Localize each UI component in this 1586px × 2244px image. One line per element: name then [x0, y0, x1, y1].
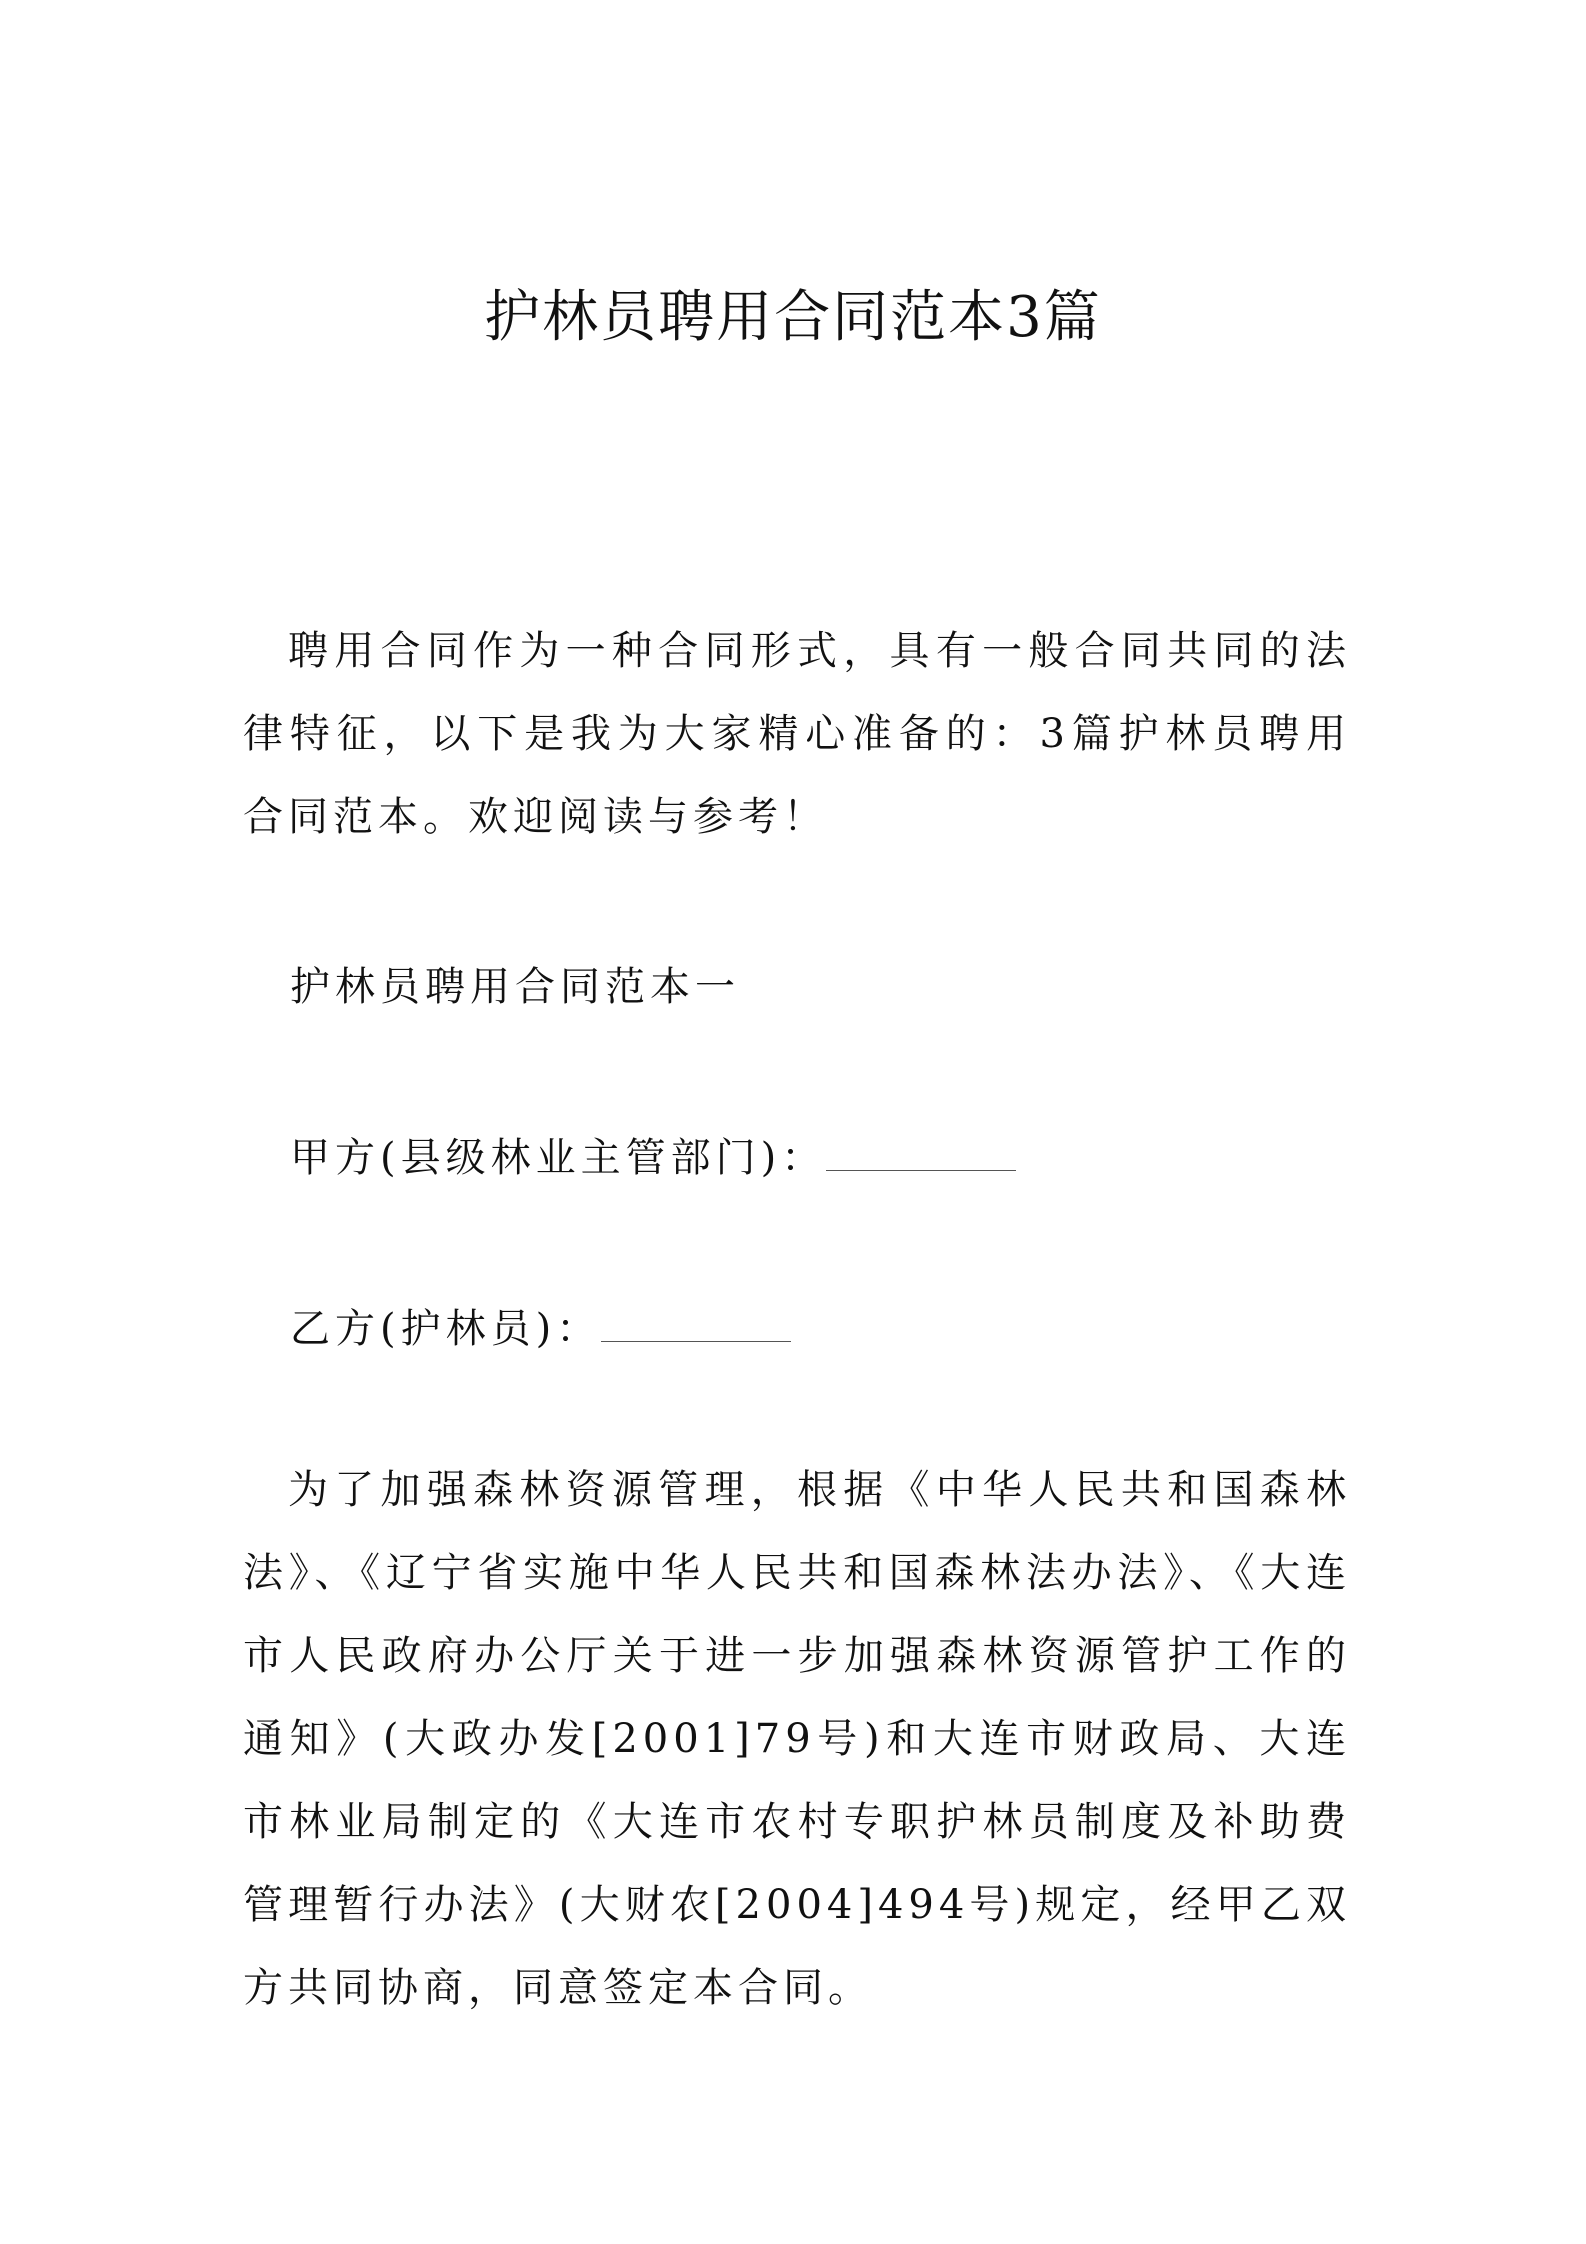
intro-paragraph: 聘用合同作为一种合同形式，具有一般合同共同的法律特征，以下是我为大家精心准备的：3篇护林员聘用合同范本。欢迎阅读与参考！ [243, 628, 1351, 840]
body-paragraph: 为了加强森林资源管理，根据《中华人民共和国森林法》、《辽宁省实施中华人民共和国森林法办法》、《大连市人民政府办公厅关于进一步加强森林资源管护工作的通知》(大政办发[2001]79号)和大连市财政局、大连市林业局制定的《大连市农村专职护林员制度及补助费管理暂行办法》(大财农[2004]494号)规定，经甲乙双方共同协商，同意签定本合同。 [243, 1467, 1351, 2011]
party-b-blank [601, 1301, 791, 1342]
party-a-blank [826, 1130, 1016, 1171]
party-a-label: 甲方(县级林业主管部门)： [290, 1135, 827, 1181]
party-b-label: 乙方(护林员)： [290, 1306, 602, 1352]
party-b-line [290, 1299, 791, 1359]
section-heading: 护林员聘用合同范本一 [290, 964, 740, 1010]
party-a-line [290, 1128, 1016, 1188]
document-title: 护林员聘用合同范本3篇 [484, 285, 1102, 350]
